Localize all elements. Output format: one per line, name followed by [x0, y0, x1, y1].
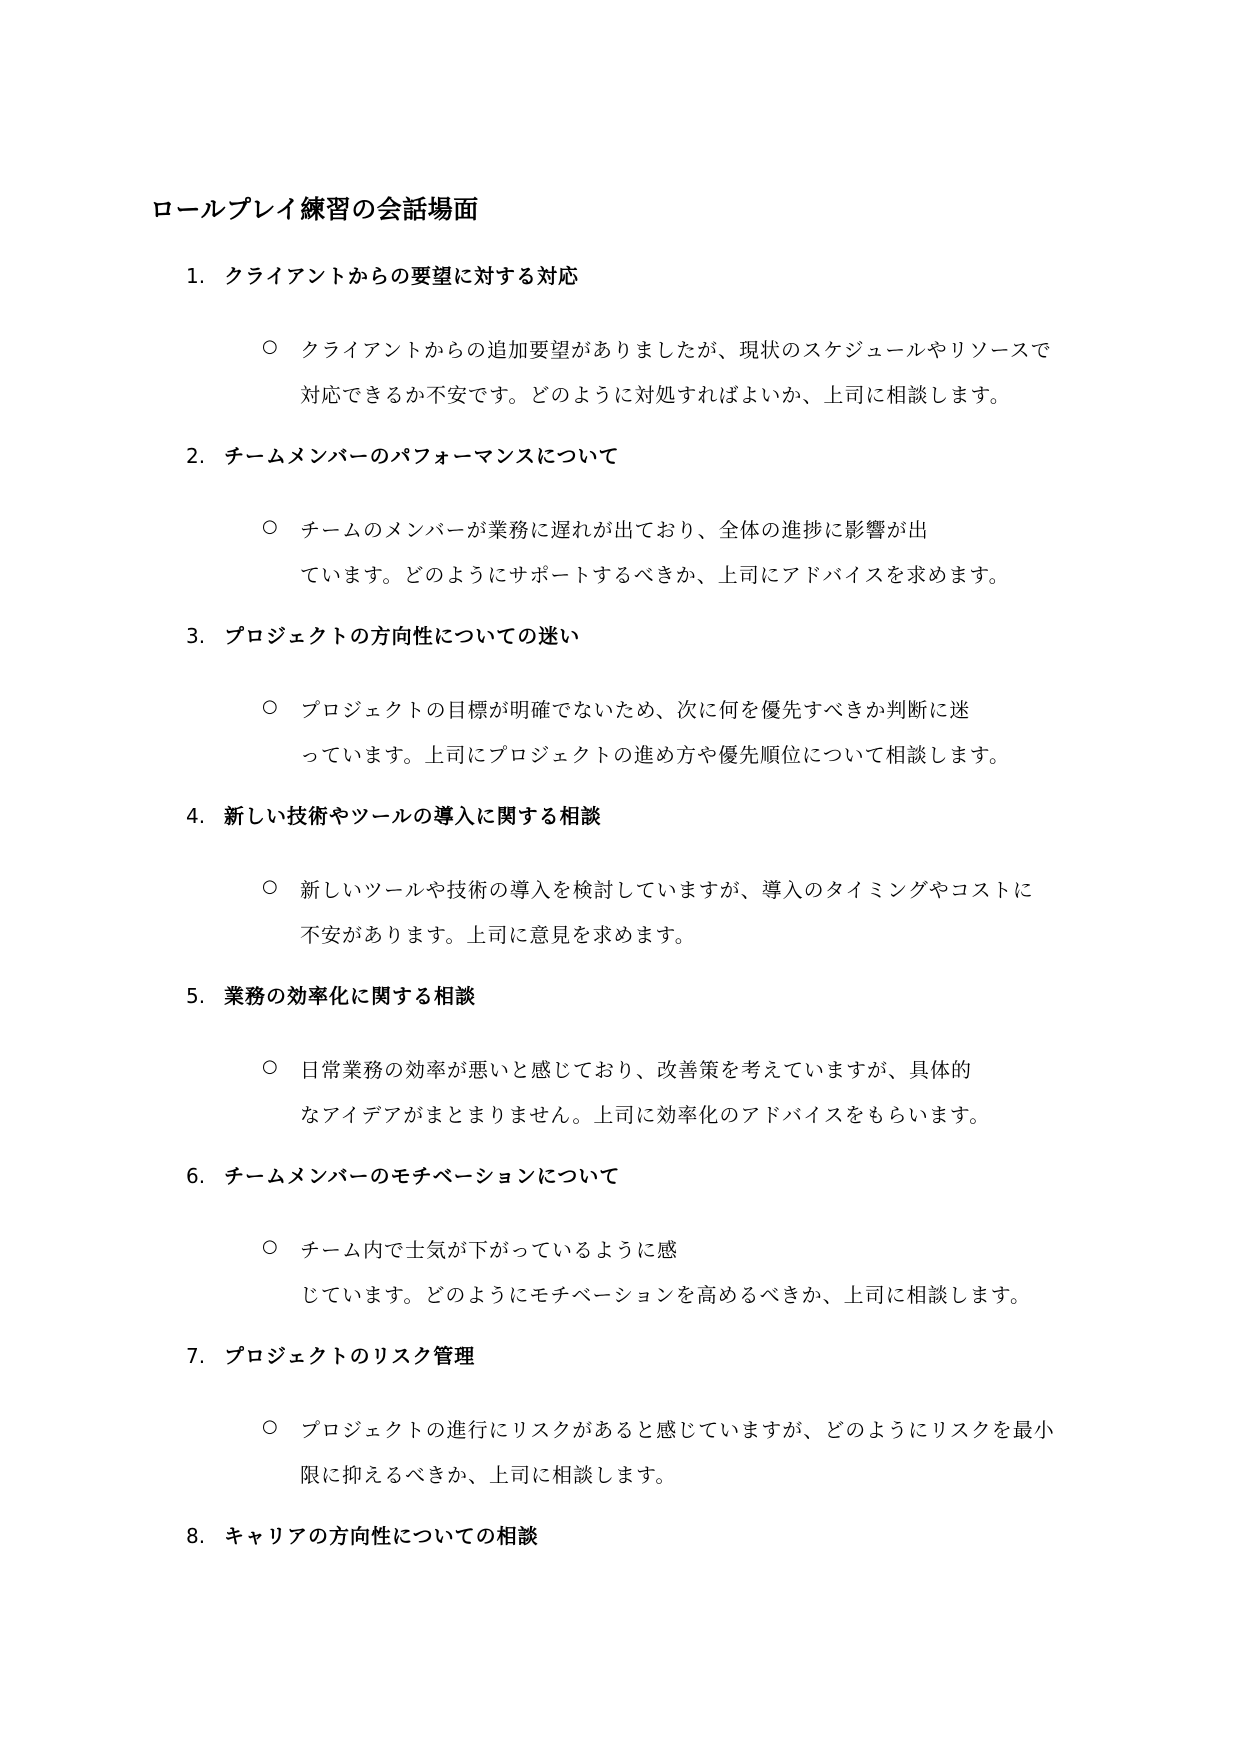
item-heading: キャリアの方向性についての相談	[224, 1524, 539, 1548]
description-line: なアイデアがまとまりません。上司に効率化のアドバイスをもらいます。	[300, 1103, 991, 1127]
item-number: 8.	[186, 1524, 206, 1548]
description-line: じています。どのようにモチベーションを高めるべきか、上司に相談します。	[300, 1283, 1031, 1307]
document-title: ロールプレイ練習の会話場面	[150, 195, 479, 224]
item-number: 5.	[186, 984, 206, 1008]
item-description	[300, 1228, 1100, 1318]
description-line: 新しいツールや技術の導入を検討していますが、導入のタイミングやコストに	[300, 878, 1034, 902]
item-number: 7.	[186, 1344, 206, 1368]
bullet-icon: ○	[262, 1236, 278, 1257]
item-description	[300, 688, 1100, 778]
item-number: 6.	[186, 1164, 206, 1188]
item-description	[300, 508, 1100, 598]
description-line: チーム内で士気が下がっているように感	[300, 1238, 678, 1262]
description-line: 日常業務の効率が悪いと感じており、改善策を考えていますが、具体的	[300, 1058, 972, 1082]
item-number: 4.	[186, 804, 206, 828]
description-line: ています。どのようにサポートするべきか、上司にアドバイスを求めます。	[300, 563, 1010, 587]
item-heading: チームメンバーのモチベーションについて	[224, 1164, 621, 1188]
bullet-icon: ○	[262, 1056, 278, 1077]
item-heading: チームメンバーのパフォーマンスについて	[224, 444, 620, 468]
description-line: チームのメンバーが業務に遅れが出ており、全体の進捗に影響が出	[300, 518, 929, 542]
description-line: 不安があります。上司に意見を求めます。	[300, 923, 696, 947]
item-number: 1.	[186, 264, 206, 288]
description-line: 限に抑えるべきか、上司に相談します。	[300, 1463, 677, 1487]
description-line: プロジェクトの目標が明確でないため、次に何を優先すべきか判断に迷	[300, 698, 971, 722]
item-description	[300, 328, 1100, 418]
bullet-icon: ○	[262, 1416, 278, 1437]
bullet-icon: ○	[262, 876, 278, 897]
item-description	[300, 1048, 1100, 1138]
item-description	[300, 868, 1100, 958]
description-line: 対応できるか不安です。どのように対処すればよいか、上司に相談します。	[300, 383, 1011, 407]
description-line: っています。上司にプロジェクトの進め方や優先順位について相談します。	[300, 743, 1010, 767]
item-heading: クライアントからの要望に対する対応	[224, 264, 579, 288]
item-number: 2.	[186, 444, 206, 468]
item-heading: プロジェクトのリスク管理	[224, 1344, 476, 1368]
description-line: クライアントからの追加要望がありましたが、現状のスケジュールやリソースで	[300, 338, 1052, 362]
bullet-icon: ○	[262, 516, 278, 537]
item-number: 3.	[186, 624, 206, 648]
item-description	[300, 1408, 1100, 1498]
description-line: プロジェクトの進行にリスクがあると感じていますが、どのようにリスクを最小	[300, 1418, 1055, 1442]
bullet-icon: ○	[262, 336, 278, 357]
item-heading: 新しい技術やツールの導入に関する相談	[224, 804, 602, 828]
item-heading: プロジェクトの方向性についての迷い	[224, 624, 581, 648]
item-heading: 業務の効率化に関する相談	[224, 984, 476, 1008]
bullet-icon: ○	[262, 696, 278, 717]
